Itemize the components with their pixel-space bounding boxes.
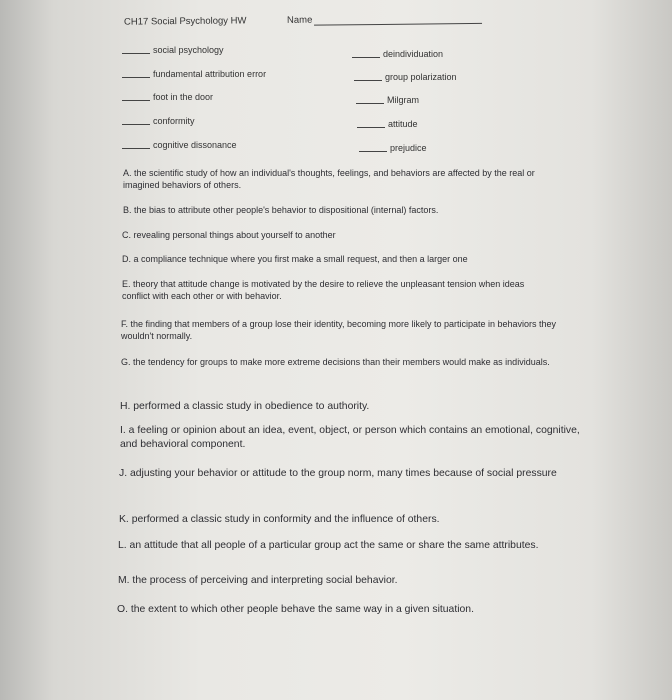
name-label: Name xyxy=(286,14,313,26)
term-label: prejudice xyxy=(390,143,427,153)
definition-item: L. an attitude that all people of a particular group act the same or share the same attributes. xyxy=(118,540,539,551)
term-label: social psychology xyxy=(153,45,224,55)
term-label: attitude xyxy=(388,119,418,129)
term-row xyxy=(122,45,224,55)
definition-item: I. a feeling or opinion about an idea, event, object, or person which contains an emotional, cognitive, and behavioral component. xyxy=(120,425,580,450)
answer-blank xyxy=(122,100,150,101)
answer-blank xyxy=(357,127,385,128)
term-row xyxy=(122,69,266,79)
term-row xyxy=(122,92,213,102)
definition-item: C. revealing personal things about yourself to another xyxy=(122,230,336,240)
term-row xyxy=(356,95,419,105)
answer-blank xyxy=(352,57,380,58)
term-label: group polarization xyxy=(385,72,457,82)
term-label: foot in the door xyxy=(153,92,214,102)
definition-item: O. the extent to which other people behave the same way in a given situation. xyxy=(117,604,474,615)
answer-blank xyxy=(122,124,150,125)
term-label: deindividuation xyxy=(383,49,444,59)
name-blank-line xyxy=(314,23,482,26)
definition-item: M. the process of perceiving and interpreting social behavior. xyxy=(118,575,398,586)
definition-item: B. the bias to attribute other people's behavior to dispositional (internal) factors. xyxy=(123,205,439,215)
definition-item: J. adjusting your behavior or attitude to the group norm, many times because of social pressure xyxy=(119,468,557,479)
term-label: Milgram xyxy=(387,95,420,105)
term-row xyxy=(357,119,418,129)
definition-item: K. performed a classic study in conformity and the influence of others. xyxy=(119,514,440,525)
definition-item: D. a compliance technique where you first make a small request, and then a larger one xyxy=(122,254,468,264)
term-row xyxy=(352,49,443,59)
answer-blank xyxy=(122,77,150,78)
worksheet-header xyxy=(123,14,313,28)
term-row xyxy=(359,143,427,153)
term-label: conformity xyxy=(153,116,195,126)
definition-item: E. theory that attitude change is motivated by the desire to relieve the unpleasant tension when ideas conflict with each other or with behavior. xyxy=(122,279,525,301)
definition-item: A. the scientific study of how an individual's thoughts, feelings, and behaviors are affected by the real or imagined behaviors of others. xyxy=(123,168,535,190)
term-row xyxy=(122,140,237,150)
answer-blank xyxy=(122,53,150,54)
term-label: fundamental attribution error xyxy=(153,69,267,79)
term-row xyxy=(354,72,457,82)
term-label: cognitive dissonance xyxy=(153,140,237,150)
answer-blank xyxy=(122,148,150,149)
answer-blank xyxy=(359,151,387,152)
term-row xyxy=(122,116,195,126)
definition-item: F. the finding that members of a group lose their identity, becoming more likely to participate in behaviors they wouldn't normally. xyxy=(121,319,557,341)
definition-item: G. the tendency for groups to make more extreme decisions than their members would make as individuals. xyxy=(121,357,550,367)
answer-blank xyxy=(356,103,384,104)
answer-blank xyxy=(354,80,382,81)
definition-item: H. performed a classic study in obedience to authority. xyxy=(120,401,370,412)
worksheet-title: CH17 Social Psychology HW xyxy=(123,15,247,28)
